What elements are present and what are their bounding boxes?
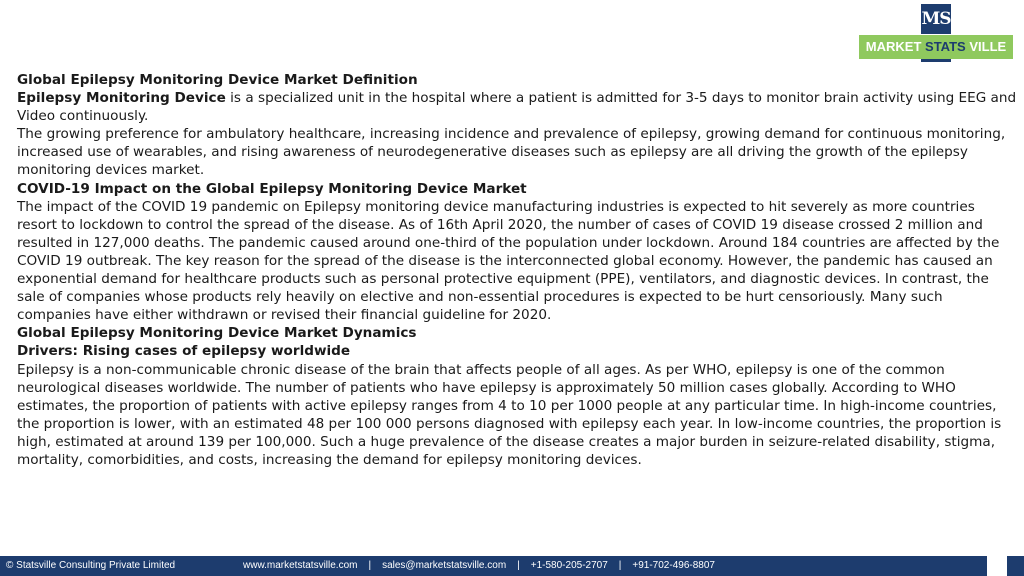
footer-separator: | [368,560,372,571]
footer-phone-in: +91-702-496-8807 [632,560,715,571]
logo-underline [921,59,951,62]
footer-contacts [243,556,715,576]
footer-bar [0,556,1024,576]
definition-paragraph [17,89,1017,125]
footer-email[interactable]: sales@marketstatsville.com [382,560,507,571]
document-body [17,71,1017,469]
logo-word-ville: VILLE [969,39,1007,54]
page-title: Global Epilepsy Monitoring Device Market Definition [17,72,418,88]
covid-paragraph: The impact of the COVID 19 pandemic on Epilepsy monitoring device manufacturing industries is expected to hit severely as more countries resort to lockdown to control the spread of the disease. As of 16th April 2020, the number of cases of COVID 19 disease crossed 2 million and resulted in 127,000 deaths. The pandemic caused around one-third of the population under lockdown. Around 184 countries are affected by the COVID 19 outbreak. The key reason for the spread of the disease is the interconnected global economy. However, the pandemic has caused an exponential demand for healthcare products such as personal protective equipment (PPE), ventilators, and diagnostic devices. In contrast, the sale of companies whose products rely heavily on elective and non-essential procedures is expected to be hurt censoriously. Many such companies have either withdrawn or revised their financial guideline for 2020. [17,198,1000,324]
logo-wordmark [859,35,1013,59]
definition-text: is a specialized unit in the hospital where a patient is admitted for 3-5 days to monitor brain activity using EEG and Video continuously. [17,90,1017,125]
footer-separator: | [618,560,622,571]
footer-website[interactable]: www.marketstatsville.com [243,560,358,571]
drivers-heading: Drivers: Rising cases of epilepsy worldwide [17,343,351,360]
growth-paragraph: The growing preference for ambulatory healthcare, increasing incidence and prevalence of epilepsy, growing demand for continuous monitoring, increased use of wearables, and rising awareness of neurodegenerative diseases such as epilepsy are all driving the growth of the epilepsy monitoring devices market. [17,126,1006,179]
footer-separator: | [517,560,520,571]
definition-term: Epilepsy Monitoring Device [17,90,226,107]
covid-heading: COVID-19 Impact on the Global Epilepsy Monitoring Device Market [17,180,527,197]
footer-corner-block [987,556,1007,576]
logo-word-market: MARKET [865,39,922,54]
drivers-paragraph: Epilepsy is a non-communicable chronic disease of the brain that affects people of all ages. As per WHO, epilepsy is one of the common neurological diseases worldwide. The number of patients who have epilepsy is approximately 50 million cases globally. According to WHO estimates, the proportion of patients with active epilepsy ranges from 4 to 10 per 1000 people at any particular time. In high-income countries, the proportion is lower, with an estimated 48 per 100 000 persons diagnosed with epilepsy each year. In low-income countries, the proportion is high, estimated at around 139 per 100,000. Such a huge prevalence of the disease creates a major burden in seizure-related disability, stigma, mortality, comorbidities, and costs, increasing the demand for epilepsy monitoring devices. [17,361,1002,468]
brand-logo [859,4,1013,62]
logo-mark: MS [921,4,951,34]
footer-company: © Statsville Consulting Private Limited [6,560,176,571]
footer-phone-us: +1-580-205-2707 [530,560,608,571]
logo-word-stats: STATS [925,39,966,54]
dynamics-heading: Global Epilepsy Monitoring Device Market Dynamics [17,325,417,342]
